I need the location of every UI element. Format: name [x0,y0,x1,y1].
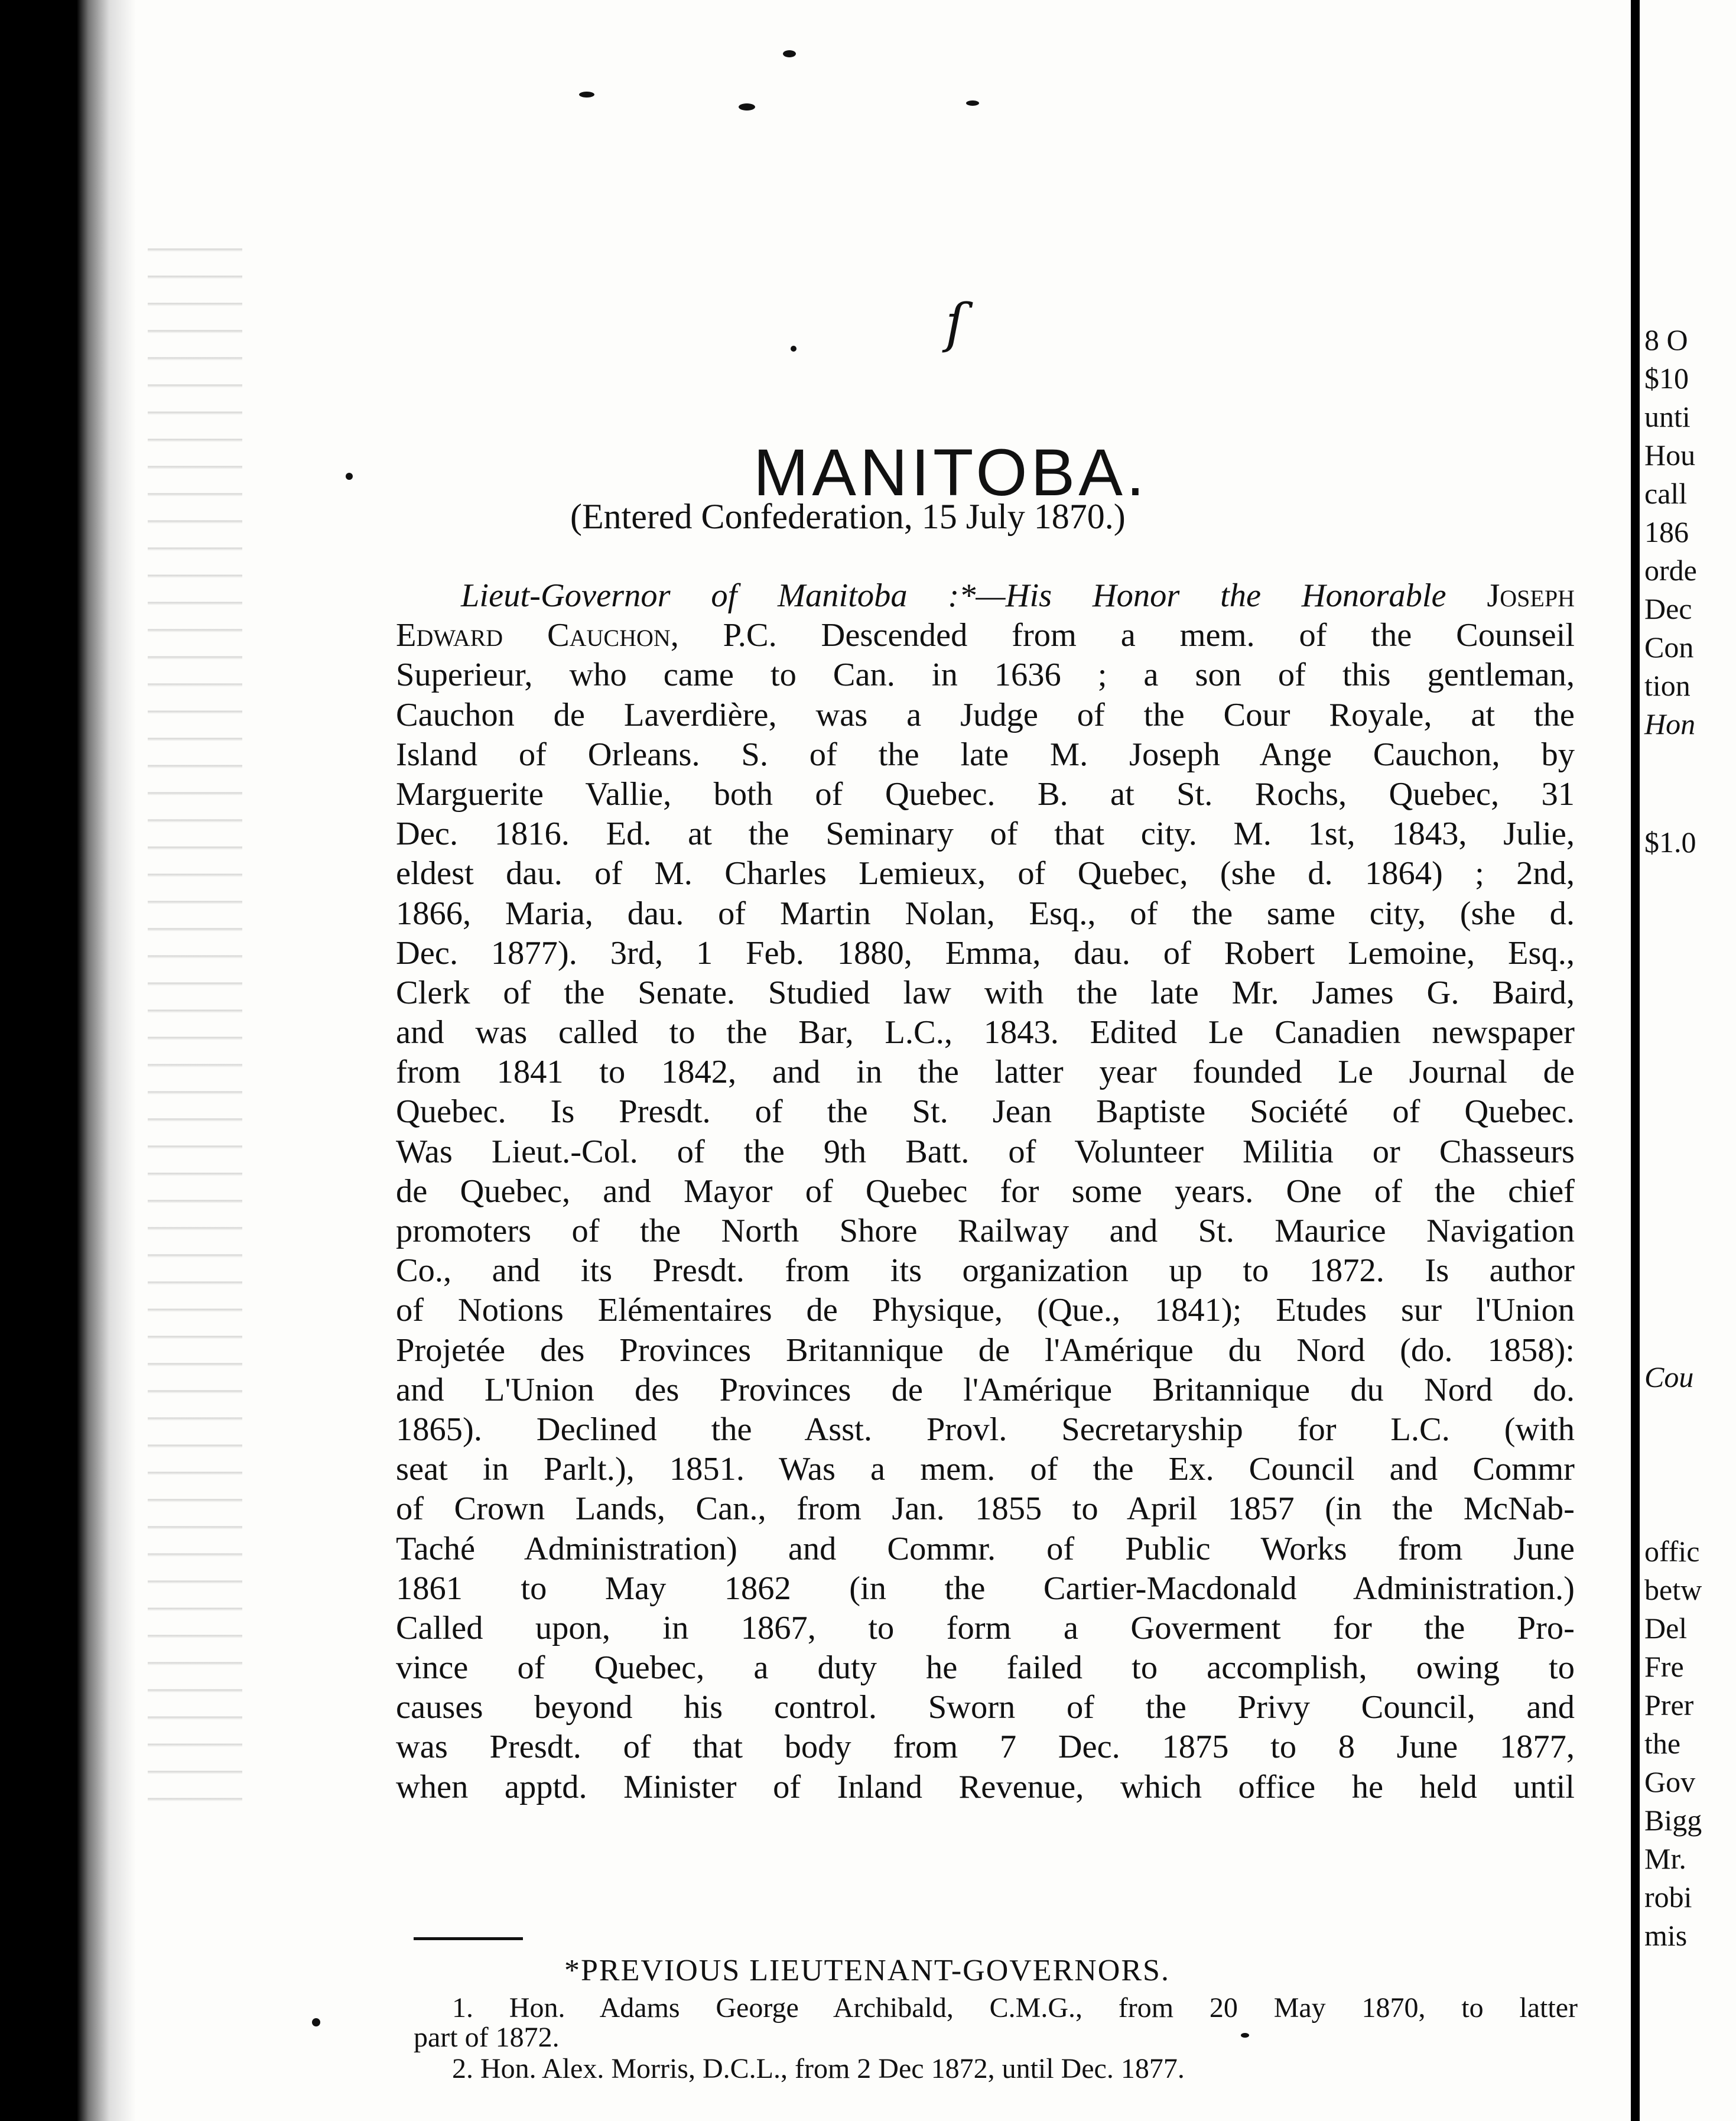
facing-line: 186 [1644,515,1689,548]
facing-line: 8 O [1644,323,1688,356]
facing-line: Con [1644,631,1694,664]
facing-line: Dec [1644,592,1692,625]
text-line: and L'Union des Provinces de l'Amérique Britannique du Nord do. [396,1371,1575,1408]
facing-line: mis [1644,1919,1688,1952]
facing-line: orde [1644,554,1697,587]
facing-page-edge [1640,0,1736,2121]
facing-line: unti [1644,400,1691,433]
text-line: de Quebec, and Mayor of Quebec for some years. One of the chief [396,1172,1575,1210]
text-line: Island of Orleans. S. of the late M. Joseph Ange Cauchon, by [396,736,1575,773]
ink-speck [1241,2033,1249,2038]
text-line: eldest dau. of M. Charles Lemieux, of Quebec, (she d. 1864) ; 2nd, [396,855,1575,892]
text-line: Co., and its Presdt. from its organization up to 1872. Is author [396,1252,1575,1290]
text-line: Edward Cauchon, P.C. Descended from a mem. of the Counseil [396,617,1575,654]
text-line: seat in Parlt.), 1851. Was a mem. of the Ex. Council and Commr [396,1451,1575,1488]
ink-speck [579,92,594,98]
ink-speck [783,50,796,57]
text-line: Dec. 1816. Ed. at the Seminary of that city. M. 1st, 1843, Julie, [396,816,1575,853]
facing-line: Mr. [1644,1842,1686,1875]
text-line: 1865). Declined the Asst. Provl. Secretaryship for L.C. (with [396,1411,1575,1448]
text-line: promoters of the North Shore Railway and St. Maurice Navigation [396,1213,1575,1249]
text-line: Projetée des Provinces Britannique de l'Amérique du Nord (do. 1858): [396,1331,1575,1369]
text-line: Cauchon de Laverdière, was a Judge of the Cour Royale, at the [396,696,1575,733]
text-line: Quebec. Is Presdt. of the St. Jean Baptiste Société of Quebec. [396,1093,1575,1131]
text-line: was Presdt. of that body from 7 Dec. 1875 to 8 June 1877, [396,1729,1575,1766]
page-title: MANITOBA. [753,436,1149,509]
binding-texture [148,225,242,1820]
facing-line: $10 [1644,362,1689,395]
text-line: causes beyond his control. Sworn of the Privy Council, and [396,1689,1575,1726]
facing-line: Fre [1644,1650,1684,1683]
text-line: Taché Administration) and Commr. of Public Works from June [396,1530,1575,1567]
text-line: of Notions Elémentaires de Physique, (Que., 1841); Etudes sur l'Union [396,1292,1575,1329]
facing-line: robi [1644,1880,1692,1914]
footnote-heading: *PREVIOUS LIEUTENANT-GOVERNORS. [564,1954,1170,1987]
ink-speck [312,2018,320,2026]
page-subtitle: (Entered Confederation, 15 July 1870.) [570,497,1126,536]
text-line: Lieut-Governor of Manitoba :*—His Honor the Honorable Joseph [461,577,1575,614]
footnote-item: 1. Hon. Adams George Archibald, C.M.G., from 20 May 1870, to latter [452,1992,1578,2023]
text-line: Marguerite Vallie, both of Quebec. B. at St. Rochs, Quebec, 31 [396,775,1575,813]
facing-line: $1.0 [1644,826,1696,859]
facing-line: call [1644,477,1688,510]
biography-text [396,576,1575,1807]
book-binding-shadow [0,0,136,2121]
facing-line: Hou [1644,439,1696,472]
ink-speck [739,103,755,111]
text-line: Dec. 1877). 3rd, 1 Feb. 1880, Emma, dau. of Robert Lemoine, Esq., [396,934,1575,972]
signature-mark: ſ [945,293,965,355]
text-line: 1861 to May 1862 (in the Cartier-Macdonald Administration.) [396,1570,1575,1607]
text-line: from 1841 to 1842, and in the latter year founded Le Journal de [396,1054,1575,1091]
facing-line: offic [1644,1535,1700,1568]
text-line: 1866, Maria, dau. of Martin Nolan, Esq., of the same city, (she d. [396,895,1575,932]
facing-line: betw [1644,1573,1702,1606]
text-line: Called upon, in 1867, to form a Goverment for the Pro- [396,1609,1575,1646]
text-line: Superieur, who came to Can. in 1636 ; a son of this gentleman, [396,657,1575,694]
facing-line: Del [1644,1612,1688,1645]
text-line: when apptd. Minister of Inland Revenue, which office he held until [396,1768,1575,1805]
text-line: Clerk of the Senate. Studied law with the late Mr. James G. Baird, [396,974,1575,1011]
ink-speck [966,100,979,106]
facing-line: the [1644,1727,1681,1760]
text-line: vince of Quebec, a duty he failed to accomplish, owing to [396,1649,1575,1687]
ink-speck [791,346,797,352]
footnote-rule [414,1937,523,1940]
footnote-item: 2. Hon. Alex. Morris, D.C.L., from 2 Dec 1872, until Dec. 1877. [452,2053,1185,2084]
facing-line: Hon [1644,707,1696,740]
facing-line: tion [1644,669,1691,702]
facing-line: Gov [1644,1765,1696,1798]
text-line: of Crown Lands, Can., from Jan. 1855 to April 1857 (in the McNab- [396,1490,1575,1528]
text-line: Was Lieut.-Col. of the 9th Batt. of Volunteer Militia or Chasseurs [396,1133,1575,1170]
footnote-item-continuation: part of 1872. [414,2022,560,2053]
ink-speck [346,473,353,480]
text-line: and was called to the Bar, L.C., 1843. Edited Le Canadien newspaper [396,1014,1575,1051]
facing-line: Prer [1644,1688,1694,1722]
facing-line: Bigg [1644,1804,1702,1837]
facing-line: Cou [1644,1360,1694,1394]
